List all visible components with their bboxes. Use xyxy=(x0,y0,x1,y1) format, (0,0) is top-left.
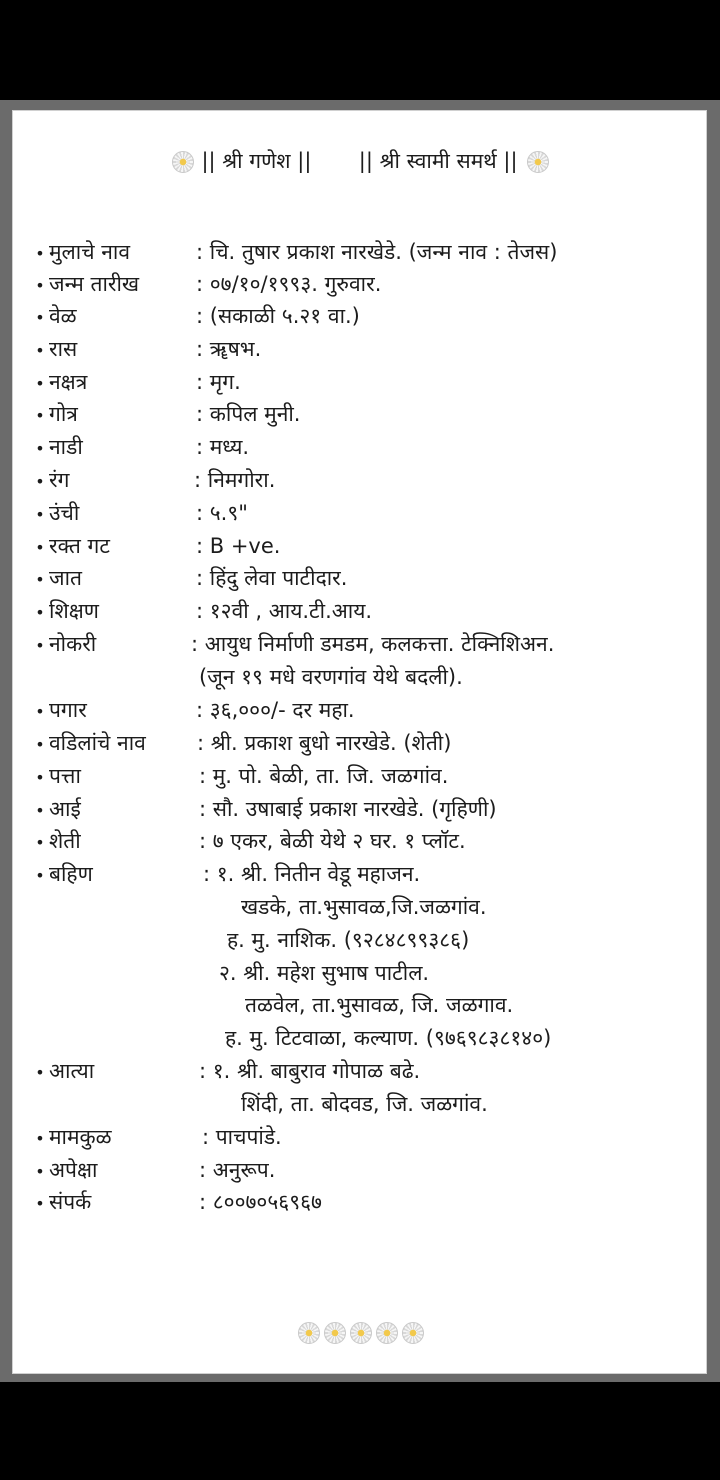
bullet: • xyxy=(35,768,45,787)
row-value: : पाचपांडे. xyxy=(202,1125,282,1149)
row-label: बहिण xyxy=(49,862,93,886)
bullet: • xyxy=(35,276,45,295)
header-shri-swami-samarth: || श्री स्वामी समर्थ || xyxy=(358,149,518,173)
sister-continuation: ह. मु. टिटवाळा, कल्याण. (९७६९८३८१४०) xyxy=(225,1026,552,1050)
biodata-card xyxy=(12,110,707,1374)
row-label: पगार xyxy=(49,698,87,722)
bullet: • xyxy=(35,801,45,820)
row-value: : श्री. प्रकाश बुधो नारखेडे. (शेती) xyxy=(197,731,452,755)
bullet: • xyxy=(35,866,45,885)
row-value: : कपिल मुनी. xyxy=(196,402,301,426)
row-nakshatra xyxy=(31,366,241,398)
row-value: : (सकाळी ५.२१ वा.) xyxy=(196,304,360,328)
bullet: • xyxy=(35,1129,45,1148)
row-complexion xyxy=(31,464,276,496)
header-shri-ganesh: || श्री गणेश || xyxy=(201,149,312,173)
row-label: नोकरी xyxy=(49,632,97,656)
daisy-flower-icon xyxy=(169,148,195,174)
row-nadi xyxy=(31,431,250,463)
row-label: वडिलांचे नाव xyxy=(49,731,146,755)
bullet: • xyxy=(35,439,45,458)
sister-continuation: खडके, ता.भुसावळ,जि.जळगांव. xyxy=(241,895,487,919)
bullet: • xyxy=(35,374,45,393)
row-label: शेती xyxy=(49,829,81,853)
row-label: गोत्र xyxy=(49,402,78,426)
bullet: • xyxy=(35,472,45,491)
row-label: रंग xyxy=(49,468,70,492)
daisy-flower-icon xyxy=(399,1319,425,1345)
row-father-name xyxy=(31,727,452,759)
row-label: पत्ता xyxy=(49,764,81,788)
aunt-continuation: शिंदी, ता. बोदवड, जि. जळगांव. xyxy=(241,1092,488,1116)
bullet: • xyxy=(35,603,45,622)
sister-continuation: ह. मु. नाशिक. (९२८४८९९३८६) xyxy=(227,928,470,952)
header-line xyxy=(13,147,706,175)
sister-continuation: २. श्री. महेश सुभाष पाटील. xyxy=(219,961,430,985)
row-value: : आयुध निर्माणी डमडम, कलकत्ता. टेक्निशिअन. xyxy=(191,632,555,656)
row-maternal-family xyxy=(31,1121,282,1153)
bullet: • xyxy=(35,1063,45,1082)
row-value: : निमगोरा. xyxy=(194,468,276,492)
row-height xyxy=(31,497,248,529)
bullet: • xyxy=(35,538,45,557)
row-label: आई xyxy=(49,797,81,821)
bullet: • xyxy=(35,406,45,425)
row-value: : १. श्री. नितीन वेडू महाजन. xyxy=(203,862,421,886)
daisy-flower-icon xyxy=(524,148,550,174)
row-value: : १२वी , आय.टी.आय. xyxy=(196,599,373,623)
row-label: अपेक्षा xyxy=(49,1158,98,1182)
row-value: : मु. पो. बेळी, ता. जि. जळगांव. xyxy=(199,764,449,788)
bullet: • xyxy=(35,833,45,852)
bullet: • xyxy=(35,1162,45,1181)
row-label: नक्षत्र xyxy=(49,370,88,394)
row-aunt xyxy=(31,1055,421,1087)
row-label: नाडी xyxy=(49,435,83,459)
row-name xyxy=(31,236,558,268)
row-time xyxy=(31,300,360,332)
row-birth-date xyxy=(31,268,382,300)
daisy-flower-icon xyxy=(347,1319,373,1345)
row-label: शिक्षण xyxy=(49,599,99,623)
row-rashi xyxy=(31,333,262,365)
sister-continuation: तळवेल, ता.भुसावळ, जि. जळगाव. xyxy=(245,993,514,1017)
row-value: : ७ एकर, बेळी येथे २ घर. १ प्लॉट. xyxy=(199,829,466,853)
bullet: • xyxy=(35,1194,45,1213)
row-value: : ॠषभ. xyxy=(196,337,262,361)
row-salary xyxy=(31,694,355,726)
bullet: • xyxy=(35,341,45,360)
daisy-flower-icon xyxy=(295,1319,321,1345)
row-label: जन्म तारीख xyxy=(49,272,140,296)
bullet: • xyxy=(35,570,45,589)
daisy-flower-icon xyxy=(373,1319,399,1345)
row-label: उंची xyxy=(49,501,80,525)
bullet: • xyxy=(35,308,45,327)
bullet: • xyxy=(35,735,45,754)
document-frame xyxy=(0,100,720,1382)
row-value: : ०७/१०/१९९३. गुरुवार. xyxy=(196,272,382,296)
row-label: संपर्क xyxy=(49,1190,92,1214)
row-caste xyxy=(31,562,348,594)
row-label: मामकुळ xyxy=(49,1125,112,1149)
bullet: • xyxy=(35,636,45,655)
footer-flower-border xyxy=(13,1319,706,1345)
row-address xyxy=(31,760,449,792)
row-gotra xyxy=(31,398,301,430)
row-sister xyxy=(31,858,421,890)
row-value: : ८००७०५६९६७ xyxy=(199,1190,322,1214)
row-value: : चि. तुषार प्रकाश नारखेडे. (जन्म नाव : तेजस) xyxy=(196,240,558,264)
row-value: : मृग. xyxy=(196,370,241,394)
row-value: : अनुरूप. xyxy=(199,1158,276,1182)
row-label: रास xyxy=(49,337,78,361)
row-education xyxy=(31,595,373,627)
daisy-flower-icon xyxy=(321,1319,347,1345)
row-label: जात xyxy=(49,566,82,590)
row-label: मुलाचे नाव xyxy=(49,240,131,264)
row-blood-group xyxy=(31,530,281,562)
bullet: • xyxy=(35,505,45,524)
row-value: : १. श्री. बाबुराव गोपाळ बढे. xyxy=(199,1059,421,1083)
row-job xyxy=(31,628,555,660)
row-value: : मध्य. xyxy=(196,435,250,459)
row-label: वेळ xyxy=(49,304,77,328)
row-value: : ५.९" xyxy=(196,501,248,525)
row-label: रक्त गट xyxy=(49,534,110,558)
row-value: : हिंदु लेवा पाटीदार. xyxy=(196,566,348,590)
row-value: : ३६,०००/- दर महा. xyxy=(196,698,355,722)
row-farm xyxy=(31,825,466,857)
bullet: • xyxy=(35,702,45,721)
row-expectation xyxy=(31,1154,276,1186)
row-contact xyxy=(31,1186,322,1218)
row-value: : सौ. उषाबाई प्रकाश नारखेडे. (गृहिणी) xyxy=(199,797,497,821)
row-value: : B +ve. xyxy=(196,534,281,558)
bullet: • xyxy=(35,244,45,263)
job-continuation: (जून १९ मधे वरणगांव येथे बदली). xyxy=(199,665,463,689)
row-mother xyxy=(31,793,497,825)
row-label: आत्या xyxy=(49,1059,95,1083)
